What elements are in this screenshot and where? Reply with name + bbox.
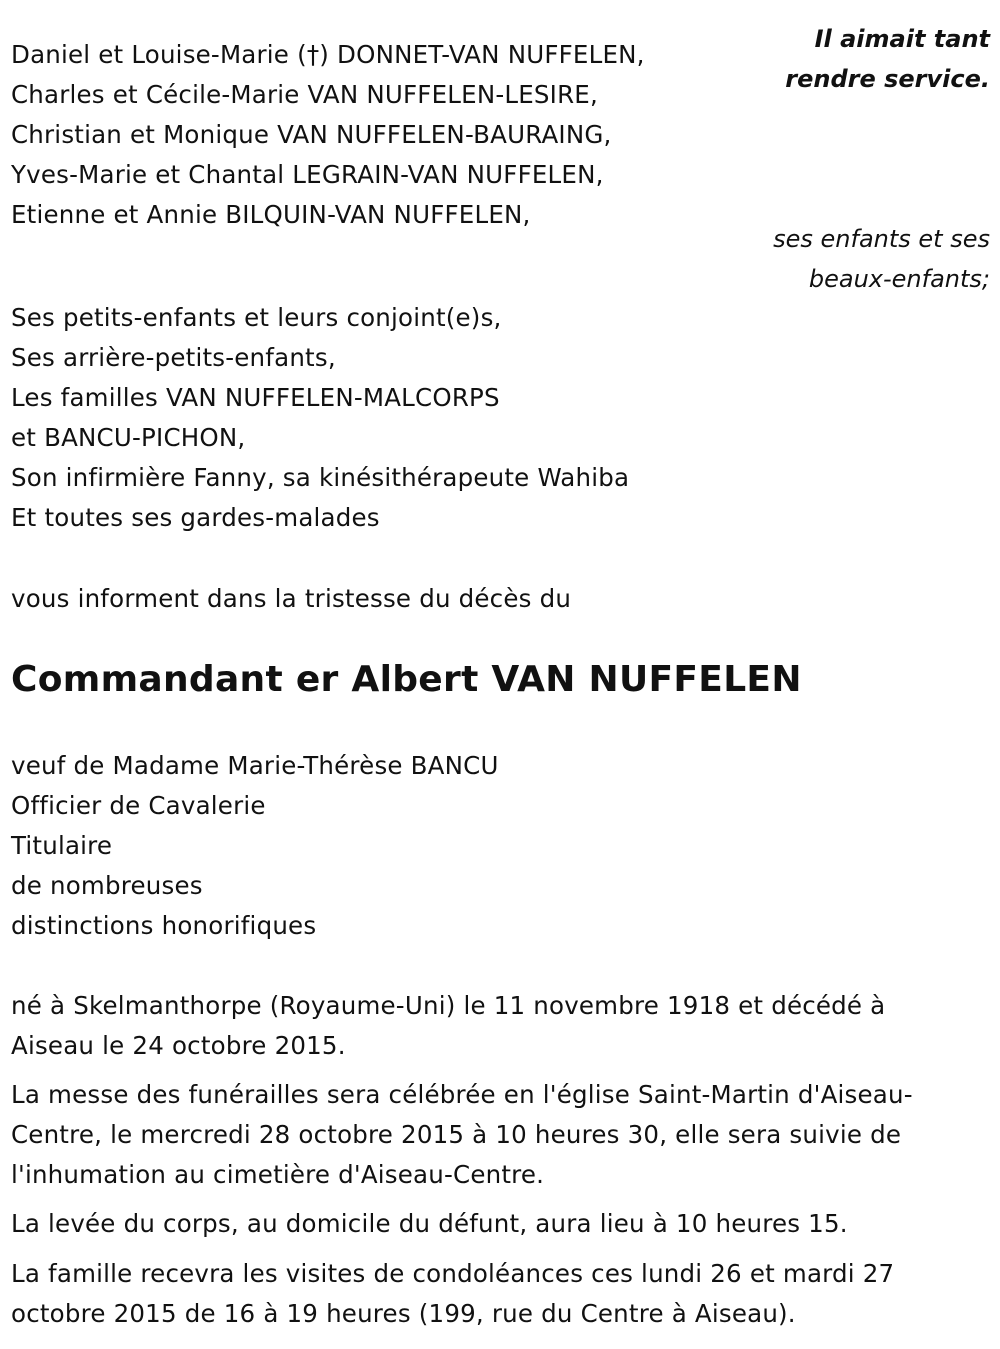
deceased-name: Commandant er Albert VAN NUFFELEN	[11, 659, 802, 700]
family-line: Charles et Cécile-Marie VAN NUFFELEN-LESIRE,	[11, 80, 598, 109]
paragraph-line: l'inhumation au cimetière d'Aiseau-Centre.	[11, 1160, 545, 1189]
relatives-line: Ses petits-enfants et leurs conjoint(e)s,	[11, 303, 502, 332]
paragraph-line: Aiseau le 24 octobre 2015.	[11, 1031, 346, 1060]
relatives-line: Les familles VAN NUFFELEN-MALCORPS	[11, 383, 500, 412]
title-line: de nombreuses	[11, 871, 203, 900]
paragraph-line: La levée du corps, au domicile du défunt, aura lieu à 10 heures 15.	[11, 1209, 848, 1238]
title-line: veuf de Madame Marie-Thérèse BANCU	[11, 751, 499, 780]
motto-line: Il aimait tant	[814, 25, 990, 53]
relatives-line: Et toutes ses gardes-malades	[11, 503, 380, 532]
relatives-line: et BANCU-PICHON,	[11, 423, 246, 452]
family-line: Etienne et Annie BILQUIN-VAN NUFFELEN,	[11, 200, 531, 229]
family-line: Christian et Monique VAN NUFFELEN-BAURAING,	[11, 120, 612, 149]
caption-line: ses enfants et ses	[773, 225, 990, 253]
title-line: distinctions honorifiques	[11, 911, 317, 940]
announcement: vous informent dans la tristesse du décès du	[11, 584, 572, 613]
paragraph-line: La famille recevra les visites de condoléances ces lundi 26 et mardi 27	[11, 1259, 895, 1288]
title-line: Officier de Cavalerie	[11, 791, 266, 820]
caption-line: beaux-enfants;	[808, 265, 990, 293]
paragraph-line: La messe des funérailles sera célébrée en l'église Saint-Martin d'Aiseau-	[11, 1080, 913, 1109]
paragraph-line: Centre, le mercredi 28 octobre 2015 à 10 heures 30, elle sera suivie de	[11, 1120, 902, 1149]
paragraph-line: octobre 2015 de 16 à 19 heures (199, rue du Centre à Aiseau).	[11, 1299, 796, 1328]
family-line: Daniel et Louise-Marie (†) DONNET-VAN NUFFELEN,	[11, 40, 645, 69]
motto-line: rendre service.	[785, 65, 990, 93]
title-line: Titulaire	[11, 831, 113, 860]
family-line: Yves-Marie et Chantal LEGRAIN-VAN NUFFELEN,	[11, 160, 604, 189]
relatives-line: Ses arrière-petits-enfants,	[11, 343, 336, 372]
paragraph-line: né à Skelmanthorpe (Royaume-Uni) le 11 novembre 1918 et décédé à	[11, 991, 886, 1020]
relatives-line: Son infirmière Fanny, sa kinésithérapeute Wahiba	[11, 463, 630, 492]
